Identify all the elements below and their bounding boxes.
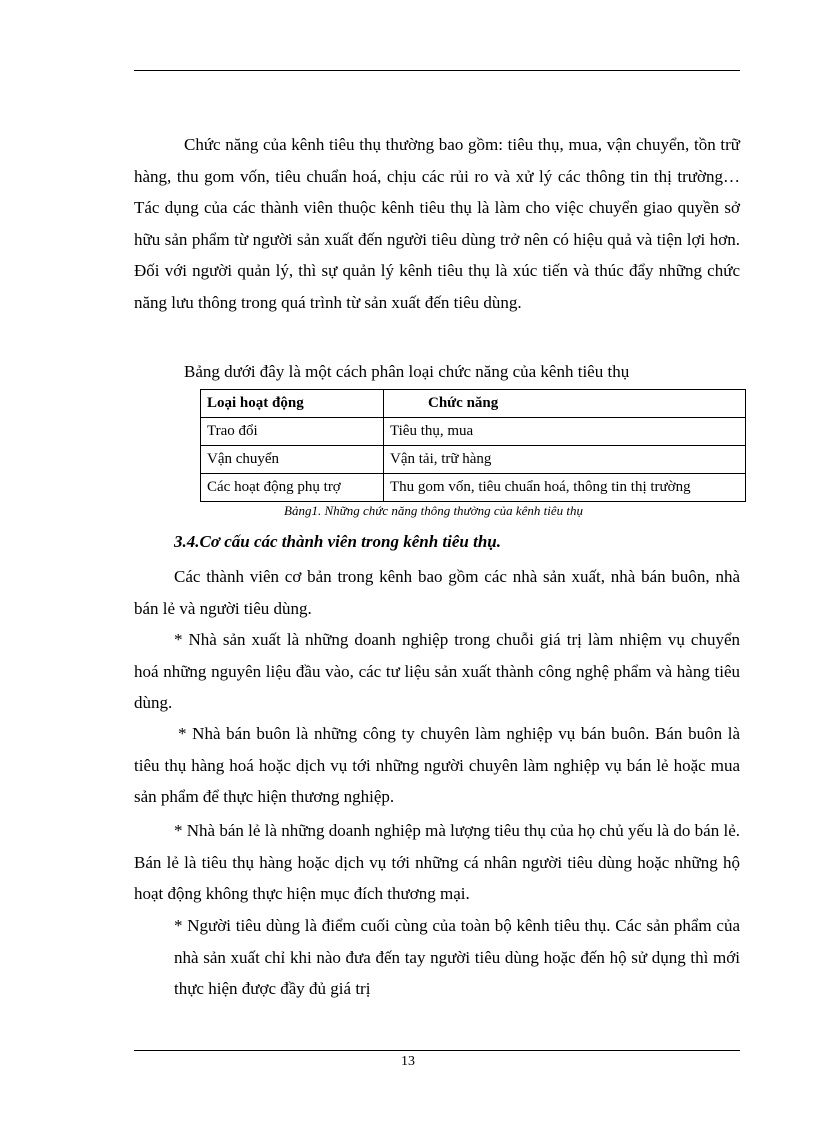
paragraph-retailer: * Nhà bán lẻ là những doanh nghiệp mà lượng tiêu thụ của họ chủ yếu là do bán lẻ. Bán lẻ là tiêu thụ hàng hoặc dịch vụ tới những cá nhân người tiêu dùng hoặc những hộ hoạt động không thực hiện mục đích thương mại.	[134, 821, 740, 903]
table-cell: Thu gom vốn, tiêu chuẩn hoá, thông tin thị trường	[384, 474, 746, 502]
table-caption: Bảng1. Những chức năng thông thường của kênh tiêu thụ	[284, 503, 583, 518]
table-cell: Trao đổi	[201, 418, 384, 446]
table-cell: Vận tải, trữ hàng	[384, 446, 746, 474]
table-header-activity: Loại hoạt động	[201, 390, 384, 418]
header-rule	[134, 70, 740, 71]
table-header-function: Chức năng	[384, 390, 746, 418]
section-heading: 3.4.Cơ cấu các thành viên trong kênh tiêu thụ.	[174, 532, 501, 551]
paragraph-members-overview: Các thành viên cơ bản trong kênh bao gồm các nhà sản xuất, nhà bán buôn, nhà bán lẻ và người tiêu dùng.	[134, 567, 740, 618]
functions-table	[200, 389, 746, 502]
table-header-row	[201, 390, 746, 418]
paragraph-producer: * Nhà sản xuất là những doanh nghiệp trong chuỗi giá trị làm nhiệm vụ chuyển hoá những nguyên liệu đầu vào, các tư liệu sản xuất thành công nghệ phẩm và hàng tiêu dùng.	[134, 630, 740, 712]
paragraph-table-intro: Bảng dưới đây là một cách phân loại chức năng của kênh tiêu thụ	[184, 362, 630, 381]
paragraph-wholesaler: * Nhà bán buôn là những công ty chuyên làm nghiệp vụ bán buôn. Bán buôn là tiêu thụ hàng hoá hoặc dịch vụ tới những người chuyên làm nghiệp vụ bán lẻ hoặc mua sản phẩm để thực hiện thương nghiệp.	[134, 724, 740, 806]
footer-rule	[134, 1050, 740, 1051]
table-cell: Tiêu thụ, mua	[384, 418, 746, 446]
table-cell: Các hoạt động phụ trợ	[201, 474, 384, 502]
page-number: 13	[401, 1054, 415, 1069]
paragraph-consumer: * Người tiêu dùng là điểm cuối cùng của toàn bộ kênh tiêu thụ. Các sản phẩm của nhà sản xuất chỉ khi nào đưa đến tay người tiêu dùng hoặc đến hộ sử dụng thì mới thực hiện được đầy đủ giá trị	[174, 916, 740, 998]
table-row	[201, 446, 746, 474]
table-row	[201, 418, 746, 446]
table-row	[201, 474, 746, 502]
paragraph-channel-functions: Chức năng của kênh tiêu thụ thường bao gồm: tiêu thụ, mua, vận chuyển, tồn trữ hàng, thu gom vốn, tiêu chuẩn hoá, chịu các rủi ro và xử lý các thông tin thị trường… Tác dụng của các thành viên thuộc kênh tiêu thụ là làm cho việc chuyển giao quyền sở hữu sản phẩm từ người sản xuất đến người tiêu dùng trở nên có hiệu quả và tiện lợi hơn. Đối với người quản lý, thì sự quản lý kênh tiêu thụ là xúc tiến và thúc đẩy những chức năng lưu thông trong quá trình từ sản xuất đến tiêu dùng.	[134, 135, 740, 312]
table-cell: Vận chuyển	[201, 446, 384, 474]
